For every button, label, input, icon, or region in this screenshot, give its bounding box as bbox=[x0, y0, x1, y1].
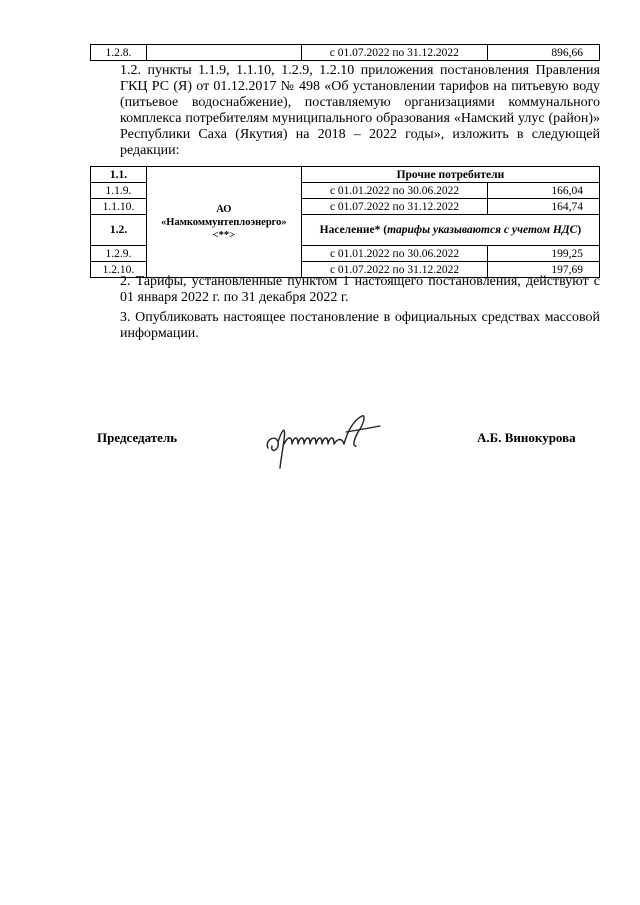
paragraph-publish bbox=[90, 310, 600, 342]
group-label bbox=[301, 215, 599, 246]
group-number: 1.2. bbox=[91, 215, 147, 246]
row-number: 1.2.9. bbox=[91, 246, 147, 262]
row-value: 199,25 bbox=[488, 246, 600, 262]
org-line: АО bbox=[216, 203, 232, 215]
paragraph-text: 1.2. пункты 1.1.9, 1.1.10, 1.2.9, 1.2.10 приложения постановления Правления ГКЦ РС (Я) от 01.12.2017 № 498 «Об установлении тарифов на питьевую воду (питьевое водоснабжение), поставляемую организациями коммунального комплекса потребителям муниципального образования «Намский улус (район)» Республики Саха (Якутия) на 2018 – 2022 годы», изложить в следующей редакции: bbox=[120, 63, 600, 158]
paragraph-text: 2. Тарифы, установленные пунктом 1 настоящего постановления, действуют с 01 января 2022 г. по 31 декабря 2022 г. bbox=[120, 274, 600, 305]
row-period: с 01.07.2022 по 31.12.2022 bbox=[301, 199, 487, 215]
row-period: с 01.01.2022 по 30.06.2022 bbox=[301, 183, 487, 199]
organization-cell bbox=[146, 167, 301, 278]
group-label: Прочие потребители bbox=[301, 167, 599, 183]
row-value: 164,74 bbox=[488, 199, 600, 215]
handwritten-signature bbox=[262, 410, 392, 470]
group-label-start: Население* ( bbox=[319, 224, 388, 236]
tariff-table bbox=[90, 166, 600, 278]
row-number: 1.1.9. bbox=[91, 183, 147, 199]
table-row bbox=[91, 45, 600, 61]
row-value: 166,04 bbox=[488, 183, 600, 199]
row-number: 1.2.10. bbox=[91, 262, 147, 278]
group-number: 1.1. bbox=[91, 167, 147, 183]
signatory-title: Председатель bbox=[97, 430, 178, 445]
paragraph-text: 3. Опубликовать настоящее постановление в официальных средствах массовой информации. bbox=[120, 310, 600, 341]
group-label-end: ) bbox=[577, 224, 582, 236]
signatory-name: А.Б. Винокурова bbox=[477, 430, 576, 445]
group-label-note: тарифы указываются с учетом НДС bbox=[387, 224, 578, 236]
table-row bbox=[91, 167, 600, 183]
paragraph-validity bbox=[90, 274, 600, 306]
row-value: 197,69 bbox=[488, 262, 600, 278]
org-note: <**> bbox=[212, 229, 236, 241]
org-name: «Намкоммунтеплоэнерго» bbox=[161, 216, 287, 228]
row-period: с 01.07.2022 по 31.12.2022 bbox=[301, 45, 488, 61]
row-value: 896,66 bbox=[488, 45, 600, 61]
row-number: 1.2.8. bbox=[91, 45, 147, 61]
row-number: 1.1.10. bbox=[91, 199, 147, 215]
paragraph-amendment bbox=[90, 63, 600, 159]
table-top bbox=[90, 44, 600, 61]
row-period: с 01.07.2022 по 31.12.2022 bbox=[301, 262, 487, 278]
row-period: с 01.01.2022 по 30.06.2022 bbox=[301, 246, 487, 262]
row-org bbox=[146, 45, 301, 61]
